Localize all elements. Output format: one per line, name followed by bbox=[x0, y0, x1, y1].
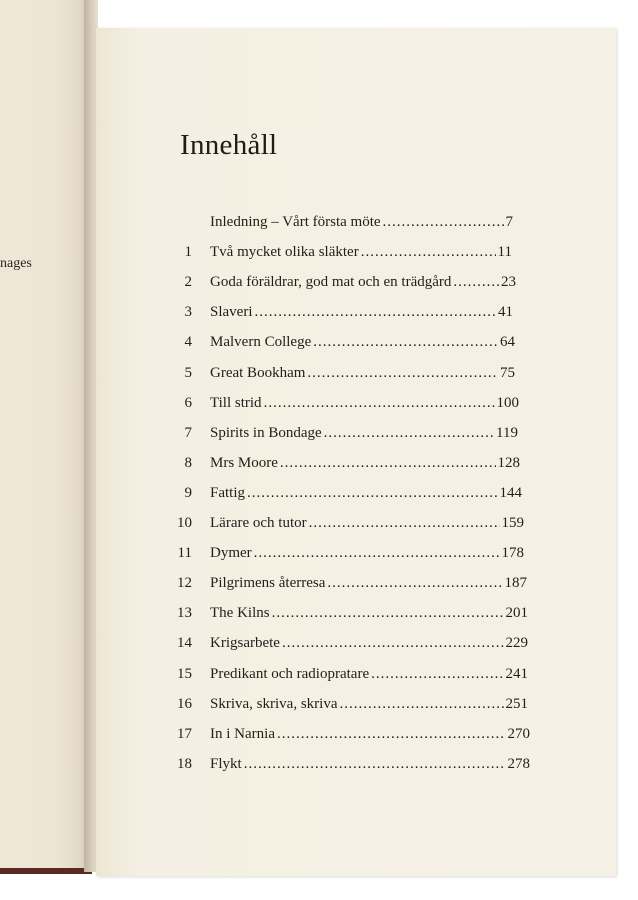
toc-page-number: 128 bbox=[497, 454, 520, 471]
toc-chapter-title: Dymer bbox=[210, 545, 252, 562]
toc-dot-leader bbox=[264, 392, 495, 414]
toc-entry-line bbox=[210, 362, 515, 384]
toc-entry bbox=[96, 241, 616, 263]
toc-chapter-number: 2 bbox=[184, 274, 192, 291]
toc-chapter-title: Great Bookham bbox=[210, 364, 306, 381]
toc-dot-leader bbox=[272, 602, 504, 624]
toc-entry-line bbox=[210, 392, 519, 414]
toc-dot-leader bbox=[309, 512, 500, 534]
left-page bbox=[0, 0, 92, 874]
toc-entry bbox=[96, 452, 616, 474]
toc-entry-line bbox=[210, 482, 522, 504]
toc-dot-leader bbox=[255, 301, 497, 323]
toc-entry-line bbox=[210, 331, 515, 353]
toc-chapter-number: 16 bbox=[177, 695, 192, 712]
toc-chapter-title: Pilgrimens återresa bbox=[210, 575, 326, 592]
toc-entry bbox=[96, 392, 616, 414]
toc-entry-line bbox=[210, 271, 516, 293]
toc-chapter-number: 18 bbox=[177, 755, 192, 772]
toc-dot-leader bbox=[244, 753, 506, 775]
toc-entry bbox=[96, 632, 616, 654]
toc-page-number: 229 bbox=[505, 635, 528, 652]
toc-chapter-title: The Kilns bbox=[210, 605, 270, 622]
toc-chapter-title: Predikant och radiopratare bbox=[210, 665, 370, 682]
toc-dot-leader bbox=[327, 572, 502, 594]
toc-dot-leader bbox=[247, 482, 497, 504]
toc-chapter-title: Malvern College bbox=[210, 334, 312, 351]
toc-page-number: 278 bbox=[507, 755, 530, 772]
toc-entry-line bbox=[210, 723, 530, 745]
toc-chapter-title: Fattig bbox=[210, 484, 246, 501]
toc-entry-line bbox=[210, 632, 528, 654]
toc-entry-line bbox=[210, 422, 518, 444]
toc-chapter-title: Spirits in Bondage bbox=[210, 424, 322, 441]
toc-chapter-number: 14 bbox=[177, 635, 192, 652]
toc-entry bbox=[96, 482, 616, 504]
toc-chapter-title: Två mycket olika släkter bbox=[210, 244, 359, 261]
toc-chapter-title: Goda föräldrar, god mat och en trädgård bbox=[210, 274, 452, 291]
toc-page-number: 187 bbox=[504, 575, 527, 592]
toc-chapter-number: 8 bbox=[184, 454, 192, 471]
toc-chapter-number: 13 bbox=[177, 605, 192, 622]
toc-dot-leader bbox=[371, 663, 503, 685]
toc-dot-leader bbox=[339, 693, 503, 715]
toc-chapter-number: 15 bbox=[177, 665, 192, 682]
toc-page-number: 159 bbox=[501, 515, 524, 531]
toc-chapter-number: 7 bbox=[184, 424, 192, 441]
toc-chapter-number: 17 bbox=[177, 725, 192, 742]
toc-dot-leader bbox=[383, 211, 504, 233]
toc-page-number: 251 bbox=[505, 695, 528, 712]
toc-dot-leader bbox=[282, 632, 504, 654]
toc-entry bbox=[96, 301, 616, 323]
toc-entry bbox=[96, 693, 616, 715]
toc-entry bbox=[96, 362, 616, 384]
toc-chapter-number: 12 bbox=[177, 575, 192, 592]
toc-page-number: 201 bbox=[505, 605, 528, 622]
toc-entry bbox=[96, 602, 616, 624]
toc-entry-line bbox=[210, 693, 528, 715]
toc-entry-line bbox=[210, 572, 527, 594]
toc-page-number: 144 bbox=[499, 484, 522, 501]
right-page bbox=[96, 28, 616, 876]
toc-chapter-number: 9 bbox=[184, 484, 192, 501]
toc-dot-leader bbox=[280, 452, 496, 474]
toc-chapter-number: 6 bbox=[184, 394, 192, 411]
toc-entry bbox=[96, 271, 616, 293]
toc-page-number: 270 bbox=[507, 725, 530, 742]
page-title: Innehåll bbox=[180, 129, 278, 161]
toc-chapter-title: Krigsarbete bbox=[210, 635, 280, 652]
toc-entry-line bbox=[210, 753, 530, 775]
toc-page-number: 241 bbox=[505, 665, 528, 682]
toc-entry-line bbox=[210, 512, 524, 534]
toc-entry bbox=[96, 572, 616, 594]
toc-entry bbox=[96, 663, 616, 685]
toc-dot-leader bbox=[453, 271, 499, 293]
toc-chapter-title: Mrs Moore bbox=[210, 454, 278, 471]
toc-dot-leader bbox=[313, 331, 498, 353]
toc-entry bbox=[96, 753, 616, 775]
toc-chapter-title: Flykt bbox=[210, 755, 242, 772]
toc-entry bbox=[96, 723, 616, 745]
toc-dot-leader bbox=[277, 723, 506, 745]
toc-dot-leader bbox=[361, 241, 496, 263]
toc-entry-line bbox=[210, 211, 513, 233]
toc-chapter-number: 3 bbox=[184, 304, 192, 321]
toc-page-number: 100 bbox=[496, 394, 519, 411]
toc-page-number: 119 bbox=[496, 424, 518, 441]
toc-page-number: 75 bbox=[500, 364, 515, 381]
toc-entry bbox=[96, 542, 616, 564]
toc-entry bbox=[96, 512, 616, 534]
toc-chapter-title: Slaveri bbox=[210, 304, 253, 321]
toc-chapter-number: 5 bbox=[184, 364, 192, 381]
toc-entry-line bbox=[210, 241, 512, 263]
toc-entry bbox=[96, 211, 616, 233]
toc-entry bbox=[96, 331, 616, 353]
toc-chapter-number: 11 bbox=[177, 545, 192, 562]
toc-chapter-title: Inledning – Vårt första möte bbox=[210, 214, 381, 230]
toc-entry-line bbox=[210, 542, 524, 564]
left-page-text-fragment: nages bbox=[0, 256, 32, 271]
toc-entry-line bbox=[210, 452, 520, 474]
toc-dot-leader bbox=[307, 362, 498, 384]
toc-page-number: 23 bbox=[501, 274, 516, 291]
toc-dot-leader bbox=[324, 422, 494, 444]
toc-chapter-title: Till strid bbox=[210, 394, 262, 411]
toc-chapter-number: 1 bbox=[184, 244, 192, 261]
toc-chapter-number: 4 bbox=[184, 334, 192, 351]
toc-chapter-title: Skriva, skriva, skriva bbox=[210, 695, 338, 712]
toc-page-number: 178 bbox=[501, 545, 524, 562]
toc-dot-leader bbox=[254, 542, 500, 564]
toc-entry-line bbox=[210, 301, 513, 323]
toc-chapter-title: In i Narnia bbox=[210, 725, 275, 742]
toc-entry-line bbox=[210, 663, 528, 685]
toc-chapter-title: Lärare och tutor bbox=[210, 515, 307, 531]
toc-entry-line bbox=[210, 602, 528, 624]
toc-page-number: 64 bbox=[500, 334, 515, 351]
toc-chapter-number: 10 bbox=[177, 515, 192, 531]
toc-page-number: 7 bbox=[505, 214, 513, 230]
toc-entry bbox=[96, 422, 616, 444]
toc-page-number: 11 bbox=[497, 244, 512, 261]
toc-page-number: 41 bbox=[498, 304, 513, 321]
